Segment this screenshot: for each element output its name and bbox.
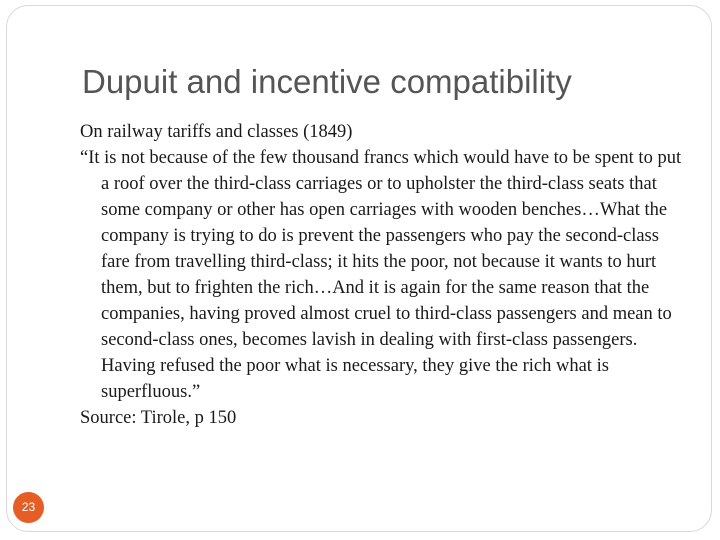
source-line: Source: Tirole, p 150	[80, 408, 237, 428]
slide-title: Dupuit and incentive compatibility	[82, 63, 572, 100]
quotation: “It is not because of the few thousand francs which would have to be spent to put a roof over the third-class carriages or to upholster the third-class seats that some company or other has open carriages with wooden benches…What the company is trying to do is prevent the passengers who pay the second-class fare from travelling third-class; it hits the poor, not because it wants to hurt them, but to frighten the rich…And it is again for the same reason that the companies, having proved almost cruel to third-class passengers and mean to second-class ones, becomes lavish in dealing with first-class passengers. Having refused the poor what is necessary, they give the rich what is superfluous.”	[80, 148, 682, 402]
slide-body	[80, 119, 692, 431]
reference-line: On railway tariffs and classes (1849)	[80, 122, 353, 142]
slide-number-badge: 23	[13, 492, 44, 523]
